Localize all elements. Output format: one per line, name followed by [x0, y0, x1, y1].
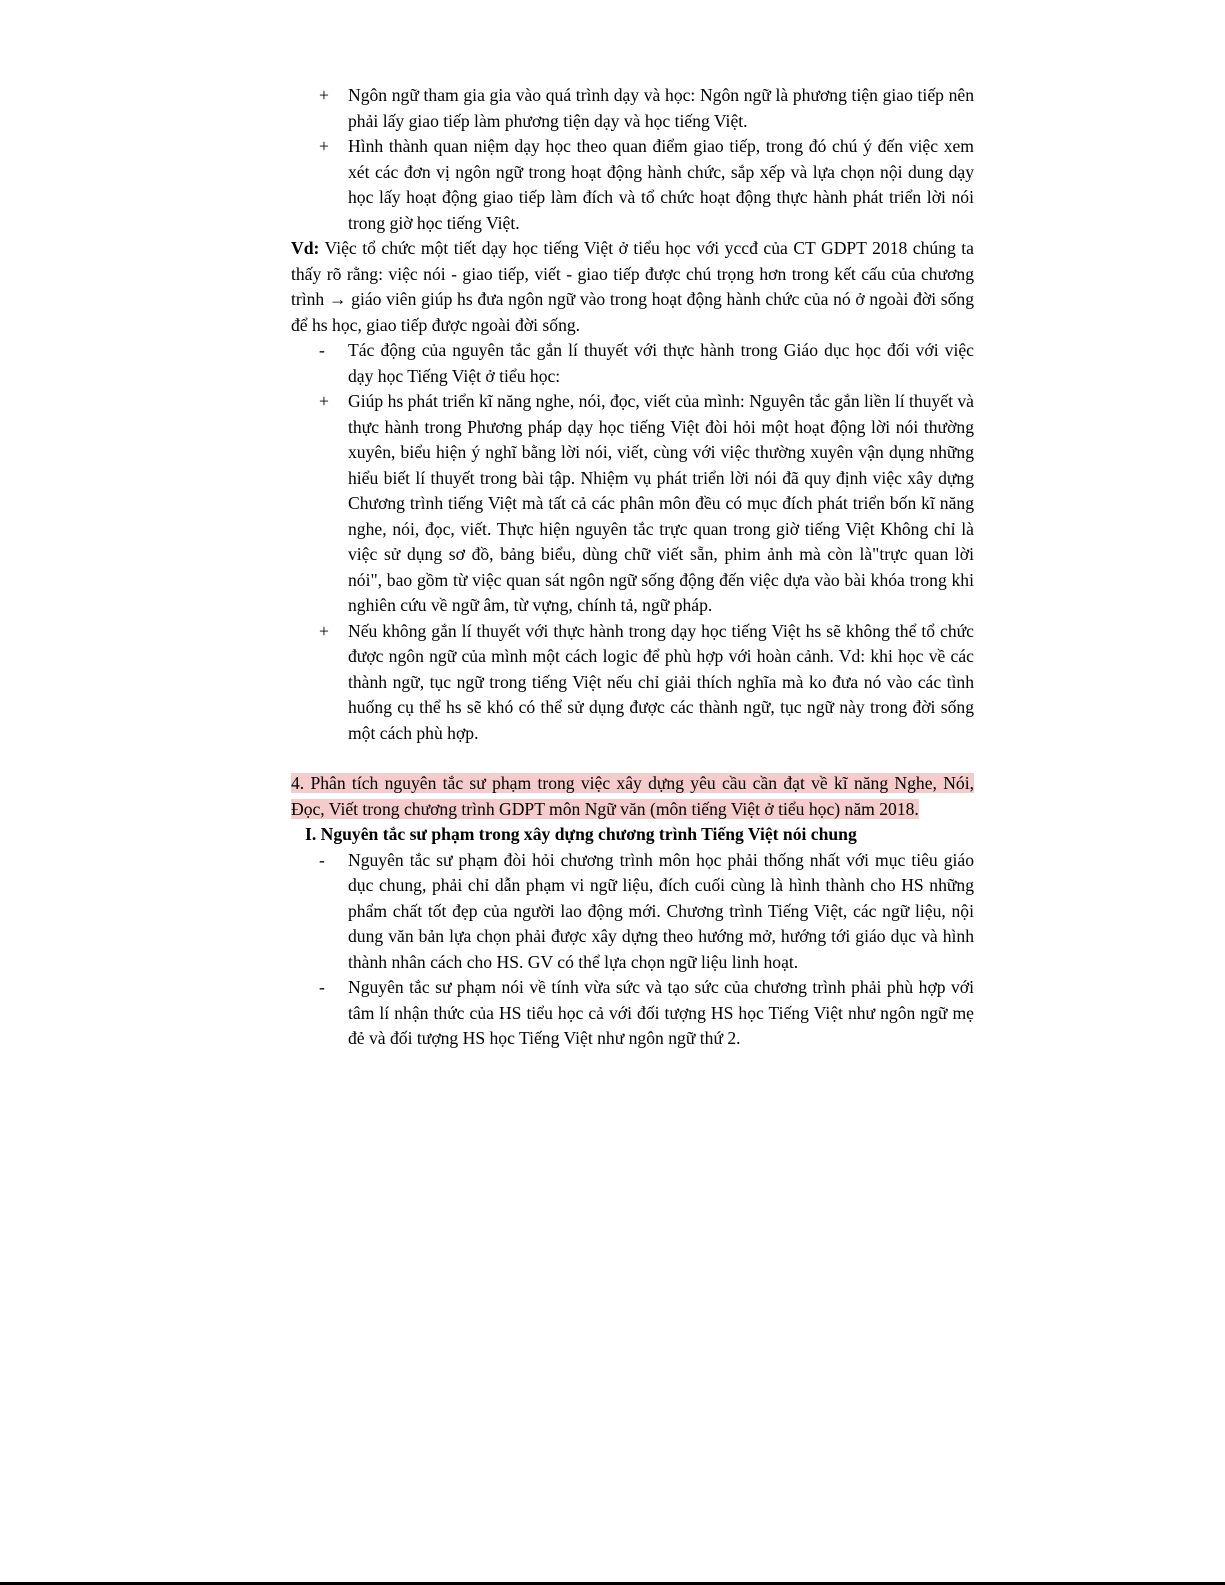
example-text: Việc tổ chức một tiết dạy học tiếng Việt ở tiểu học với yccđ của CT GDPT 2018 chúng ta thấy rõ rằng: việc nói - giao tiếp, viết - giao tiếp được chú trọng hơn trong kết cấu của chương trình → giáo viên giúp hs đưa ngôn ngữ vào trong hoạt động hành chức của nó ở ngoài đời sống để hs học, giao tiếp được ngoài đời sống. [291, 238, 974, 335]
bullet-impact-of-principle [291, 338, 974, 389]
bullet-marker: + [319, 391, 329, 411]
bullet-marker: - [319, 340, 325, 360]
bullet-without-practice [291, 619, 974, 747]
bullet-marker: - [319, 849, 325, 870]
bullet-communicative-approach [291, 134, 974, 236]
bullet-language-in-teaching [291, 83, 974, 134]
example-paragraph [291, 236, 974, 338]
bullet-text: Nguyên tắc sư phạm nói về tính vừa sức và tạo sức của chương trình phải phù hợp với tâm lí nhận thức của HS tiểu học cả với đối tượng HS học Tiếng Việt như ngôn ngữ mẹ đẻ và đối tượng HS học Tiếng Việt như ngôn ngữ thứ 2. [348, 977, 974, 1048]
bullet-text: Nếu không gắn lí thuyết với thực hành trong dạy học tiếng Việt hs sẽ không thể tổ chức được ngôn ngữ của mình một cách logic để phù hợp với hoàn cảnh. Vd: khi học về các thành ngữ, tục ngữ trong tiếng Việt nếu chỉ giải thích nghĩa mà ko đưa nó vào các tình huống cụ thể hs sẽ khó có thể sử dụng được các thành ngữ, tục ngữ này trong đời sống một cách phù hợp. [348, 620, 974, 743]
bullet-marker: + [319, 136, 329, 156]
bullet-marker: - [319, 977, 325, 997]
bullet-text: Nguyên tắc sư phạm đòi hỏi chương trình môn học phải thống nhất với mục tiêu giáo dục chung, phải chỉ dẫn phạm vi ngữ liệu, đích cuối cùng là hình thành cho HS những phẩm chất tốt đẹp của người lao động mới. Chương trình Tiếng Việt, các ngữ liệu, nội dung văn bản lựa chọn phải được xây dựng theo hướng mở, hướng tới giáo dục và hình thành nhân cách cho HS. GV có thể lựa chọn ngữ liệu linh hoạt. [348, 849, 974, 972]
bullet-text: Giúp hs phát triển kĩ năng nghe, nói, đọc, viết của mình: Nguyên tắc gắn liền lí thuyết và thực hành trong Phương pháp dạy học tiếng Việt đòi hỏi một hoạt động lời nói thường xuyên, biểu hiện ý nghĩ bằng lời nói, viết, cùng với việc thường xuyên vận dụng những hiểu biết lí thuyết trong bài tập. Nhiệm vụ phát triển lời nói đã quy định việc xây dựng Chương trình tiếng Việt mà tất cả các phân môn đều có mục đích phát triển bốn kĩ năng nghe, nói, đọc, viết. Thực hiện nguyên tắc trực quan trong giờ tiếng Việt Không chỉ là việc sử dụng sơ đồ, bảng biểu, dùng chữ viết sẵn, phim ảnh mà còn là"trực quan lời nói", bao gồm từ việc quan sát ngôn ngữ sống động đến việc dựa vào bài khóa trong khi nghiên cứu về ngữ âm, từ vựng, chính tả, ngữ pháp. [348, 391, 974, 615]
document-page [291, 83, 974, 1052]
bullet-skill-development [291, 389, 974, 619]
example-label: Vd: [291, 238, 320, 258]
bullet-text: Hình thành quan niệm dạy học theo quan điểm giao tiếp, trong đó chú ý đến việc xem xét các đơn vị ngôn ngữ trong hoạt động hành chức, sắp xếp và lựa chọn nội dung dạy học lấy hoạt động giao tiếp làm đích và tổ chức hoạt động thực hành phát triển lời nói trong giờ học tiếng Việt. [348, 136, 974, 233]
bullet-pedagogical-goals [291, 848, 974, 976]
paragraph-gap [291, 746, 974, 771]
bullet-appropriate-difficulty [291, 975, 974, 1052]
bullet-marker: + [319, 85, 329, 105]
bullet-text: Tác động của nguyên tắc gắn lí thuyết với thực hành trong Giáo dục học đối với việc dạy học Tiếng Việt ở tiểu học: [348, 340, 974, 386]
bullet-text: Ngôn ngữ tham gia gia vào quá trình dạy và học: Ngôn ngữ là phương tiện giao tiếp nên phải lấy giao tiếp làm phương tiện dạy và học tiếng Việt. [348, 85, 974, 131]
question-paragraph [291, 771, 974, 822]
section-heading: I. Nguyên tắc sư phạm trong xây dựng chương trình Tiếng Việt nói chung [305, 824, 857, 844]
bullet-marker: + [319, 620, 329, 641]
highlighted-question: 4. Phân tích nguyên tắc sư phạm trong việc xây dựng yêu cầu cần đạt về kĩ năng Nghe, Nói, Đọc, Viết trong chương trình GDPT môn Ngữ văn (môn tiếng Việt ở tiểu học) năm 2018. [291, 773, 974, 819]
